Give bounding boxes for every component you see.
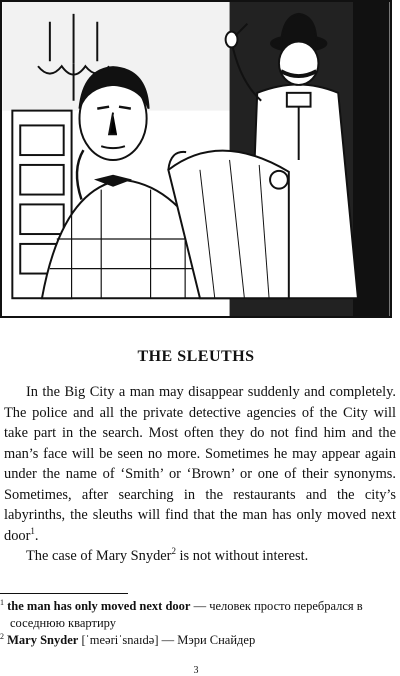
footnote-1 [0,598,392,632]
paragraph-2 [4,546,396,567]
footnote-mark: 2 [0,631,4,641]
footnote-mark: 1 [0,597,4,607]
paragraph-2-text: The case of Mary Snyder [26,548,172,564]
paragraph-1-text: In the Big City a man may disappear suddenly and completely. The police and all the private detective agencies of the City will take part in the search. Most often they do not find him and the man’s face will be seen no more. Sometimes he may appear again under the name of ‘Smith’ or ‘Brown’ or one of their synonyms. Sometimes, after searching in the restaurants and the city’s labyrinths, the sleuths will find that the man has only moved next door [4,384,396,544]
footnote-ref-1[interactable]: 1 [30,525,35,536]
page-number: 3 [193,665,199,676]
footnote-gloss: Мэри Снайдер [177,633,256,647]
illustration-detectives [0,0,392,318]
paragraph-1 [4,382,396,546]
body-text [4,382,396,567]
footnote-term: the man has only moved next door [7,599,191,613]
footnote-dash: — [158,633,178,647]
chapter-title: THE SLEUTHS [137,348,255,365]
footnote-term: Mary Snyder [7,633,79,647]
footnote-dash: — [190,599,210,613]
footnote-2 [0,632,392,649]
footnotes [0,598,392,649]
footnote-gloss: человек просто перебрался в соседнюю квартиру [10,599,363,630]
ink-drawing [2,2,390,316]
paragraph-1-end: . [34,527,39,544]
paragraph-2-end: is not without interest. [175,548,309,564]
footnote-divider [0,593,128,594]
footnote-transcription: [ˈmeəriˈsnaɪdə] [78,633,159,647]
footnote-ref-2[interactable]: 2 [171,546,176,557]
